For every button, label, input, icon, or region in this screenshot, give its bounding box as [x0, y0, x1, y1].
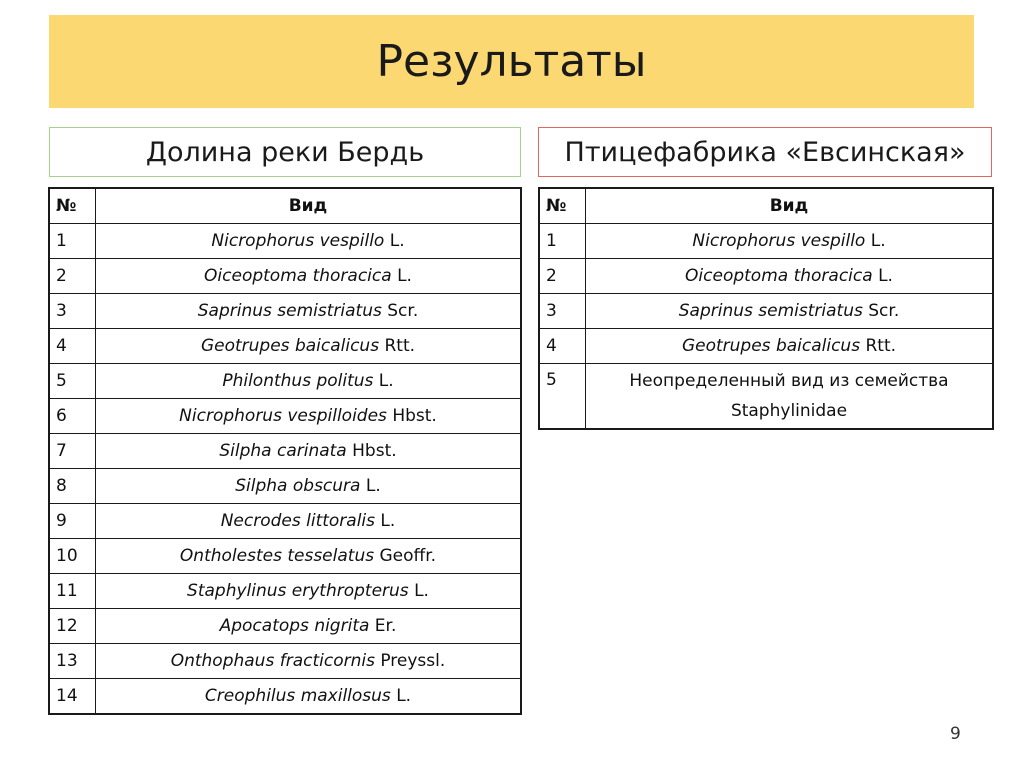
species-name	[96, 504, 522, 539]
column-header-number: №	[539, 188, 586, 224]
species-latin-name: Philonthus politus	[222, 371, 374, 391]
row-number: 5	[539, 364, 586, 430]
species-author: L.	[360, 476, 381, 496]
row-number: 3	[49, 294, 96, 329]
table-row	[49, 329, 521, 364]
row-number: 4	[49, 329, 96, 364]
species-author: Hbst.	[346, 441, 397, 461]
species-name	[96, 574, 522, 609]
row-number: 14	[49, 679, 96, 715]
species-name	[96, 609, 522, 644]
species-latin-name: Silpha carinata	[219, 441, 347, 461]
species-name	[586, 224, 994, 259]
species-latin-name: Apocatops nigrita	[219, 616, 370, 636]
species-latin-name: Staphylinus erythropterus	[187, 581, 409, 601]
species-latin-name: Nicrophorus vespillo	[211, 231, 385, 251]
species-name	[96, 294, 522, 329]
table-header-row	[539, 188, 993, 224]
row-number: 13	[49, 644, 96, 679]
species-name	[96, 539, 522, 574]
table-row	[539, 224, 993, 259]
species-latin-name: Saprinus semistriatus	[678, 301, 863, 321]
table-row	[49, 434, 521, 469]
table-row	[539, 294, 993, 329]
table-row	[49, 644, 521, 679]
species-author: L.	[865, 231, 886, 251]
column-header-number: №	[49, 188, 96, 224]
row-number: 12	[49, 609, 96, 644]
species-family-name: Staphylinidae	[730, 401, 848, 421]
column-header-species: Вид	[96, 188, 522, 224]
species-latin-name: Saprinus semistriatus	[197, 301, 382, 321]
row-number: 1	[539, 224, 586, 259]
species-author: L.	[390, 686, 412, 706]
species-latin-name: Nicrophorus vespillo	[692, 231, 866, 251]
species-latin-name: Ontholestes tesselatus	[179, 546, 375, 566]
species-author: Rtt.	[379, 336, 416, 356]
heading-berd-valley: Долина реки Бердь	[49, 127, 521, 177]
species-author: Preyssl.	[374, 651, 446, 671]
row-number: 3	[539, 294, 586, 329]
row-number: 10	[49, 539, 96, 574]
species-latin-name: Silpha obscura	[235, 476, 361, 496]
species-author: Scr.	[862, 301, 900, 321]
species-author: L.	[391, 266, 412, 286]
species-latin-name: Geotrupes baicalicus	[200, 336, 380, 356]
row-number: 2	[539, 259, 586, 294]
heading-poultry-farm: Птицефабрика «Евсинская»	[538, 127, 992, 177]
species-latin-name: Onthophaus fracticornis	[170, 651, 375, 671]
row-number: 11	[49, 574, 96, 609]
table-row	[539, 364, 993, 430]
table-row	[49, 609, 521, 644]
species-name	[96, 259, 522, 294]
table-header-row	[49, 188, 521, 224]
species-name	[586, 294, 994, 329]
table-row	[49, 364, 521, 399]
species-author: L.	[872, 266, 893, 286]
species-author: Hbst.	[386, 406, 437, 426]
species-latin-name: Oiceoptoma thoracica	[204, 266, 392, 286]
species-author: Rtt.	[860, 336, 897, 356]
species-author: Er.	[369, 616, 397, 636]
table-row	[49, 679, 521, 715]
table-row	[49, 539, 521, 574]
species-name	[96, 434, 522, 469]
table-row	[49, 399, 521, 434]
table-row	[49, 224, 521, 259]
title-band	[49, 15, 974, 108]
species-name	[586, 329, 994, 364]
species-latin-name: Geotrupes baicalicus	[681, 336, 861, 356]
species-name	[96, 469, 522, 504]
species-latin-name: Oiceoptoma thoracica	[685, 266, 873, 286]
row-number: 7	[49, 434, 96, 469]
species-author: Scr.	[381, 301, 419, 321]
species-name	[96, 224, 522, 259]
row-number: 4	[539, 329, 586, 364]
page-number: 9	[950, 724, 961, 744]
species-author: L.	[384, 231, 405, 251]
table-row	[49, 574, 521, 609]
row-number: 5	[49, 364, 96, 399]
species-author: Geoffr.	[374, 546, 437, 566]
species-table-berd	[48, 187, 522, 715]
row-number: 2	[49, 259, 96, 294]
species-author: L.	[408, 581, 429, 601]
table-row	[49, 504, 521, 539]
row-number: 9	[49, 504, 96, 539]
column-header-species: Вид	[586, 188, 994, 224]
row-number: 1	[49, 224, 96, 259]
table-row	[539, 259, 993, 294]
table-row	[49, 469, 521, 504]
species-name	[96, 399, 522, 434]
slide-title: Результаты	[376, 36, 647, 87]
species-name	[96, 364, 522, 399]
table-row	[49, 259, 521, 294]
species-latin-name: Nicrophorus vespilloides	[179, 406, 387, 426]
table-row	[49, 294, 521, 329]
species-name	[96, 679, 522, 715]
row-number: 8	[49, 469, 96, 504]
table-row	[539, 329, 993, 364]
species-table-poultry	[538, 187, 994, 430]
species-author: L.	[373, 371, 394, 391]
species-name	[96, 329, 522, 364]
species-name	[96, 644, 522, 679]
species-description-line: Неопределенный вид из семейства	[629, 371, 949, 391]
row-number: 6	[49, 399, 96, 434]
species-latin-name: Necrodes littoralis	[220, 511, 376, 531]
species-name	[586, 364, 994, 430]
species-latin-name: Creophilus maxillosus	[204, 686, 391, 706]
species-author: L.	[375, 511, 396, 531]
species-name	[586, 259, 994, 294]
